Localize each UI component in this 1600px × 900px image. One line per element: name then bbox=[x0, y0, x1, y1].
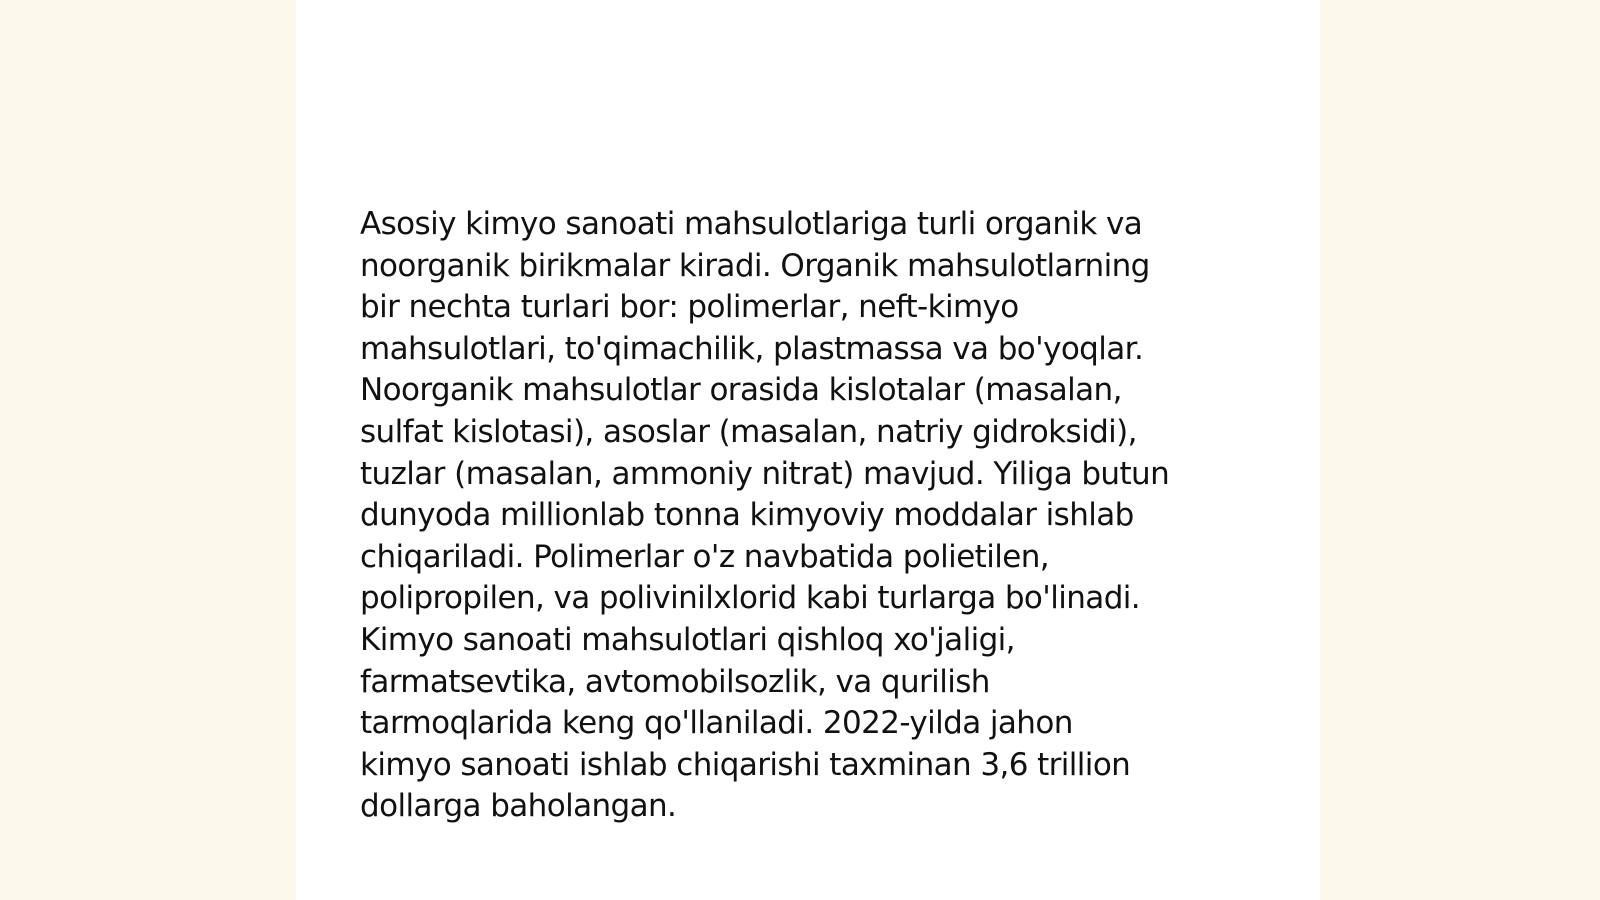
paragraph-line: dunyoda millionlab tonna kimyoviy moddalar ishlab bbox=[360, 497, 1134, 534]
paragraph-line: Noorganik mahsulotlar orasida kislotalar (masalan, bbox=[360, 372, 1122, 409]
paragraph-line: tarmoqlarida keng qo'llaniladi. 2022-yilda jahon bbox=[360, 705, 1073, 742]
paragraph-line: sulfat kislotasi), asoslar (masalan, natriy gidroksidi), bbox=[360, 413, 1137, 450]
paragraph-line: noorganik birikmalar kiradi. Organik mahsulotlarning bbox=[360, 247, 1150, 284]
paragraph-line: bir nechta turlari bor: polimerlar, neft-kimyo bbox=[360, 289, 1019, 326]
paragraph-line: tuzlar (masalan, ammoniy nitrat) mavjud. Yiliga butun bbox=[360, 455, 1170, 492]
paragraph-line: chiqariladi. Polimerlar o'z navbatida polietilen, bbox=[360, 538, 1050, 575]
paragraph-line: kimyo sanoati ishlab chiqarishi taxminan 3,6 trillion bbox=[360, 746, 1131, 783]
paragraph-line: mahsulotlari, to'qimachilik, plastmassa va bo'yoqlar. bbox=[360, 330, 1144, 367]
paragraph-line: Asosiy kimyo sanoati mahsulotlariga turli organik va bbox=[360, 206, 1143, 242]
paragraph-line: polipropilen, va polivinilxlorid kabi turlarga bo'linadi. bbox=[360, 580, 1141, 617]
paragraph-line: Kimyo sanoati mahsulotlari qishloq xo'jaligi, bbox=[360, 621, 1015, 658]
document-page bbox=[296, 0, 1320, 900]
paragraph-line: farmatsevtika, avtomobilsozlik, va qurilish bbox=[360, 663, 990, 700]
paragraph-line: dollarga baholangan. bbox=[360, 788, 677, 825]
body-paragraph bbox=[360, 204, 1260, 828]
